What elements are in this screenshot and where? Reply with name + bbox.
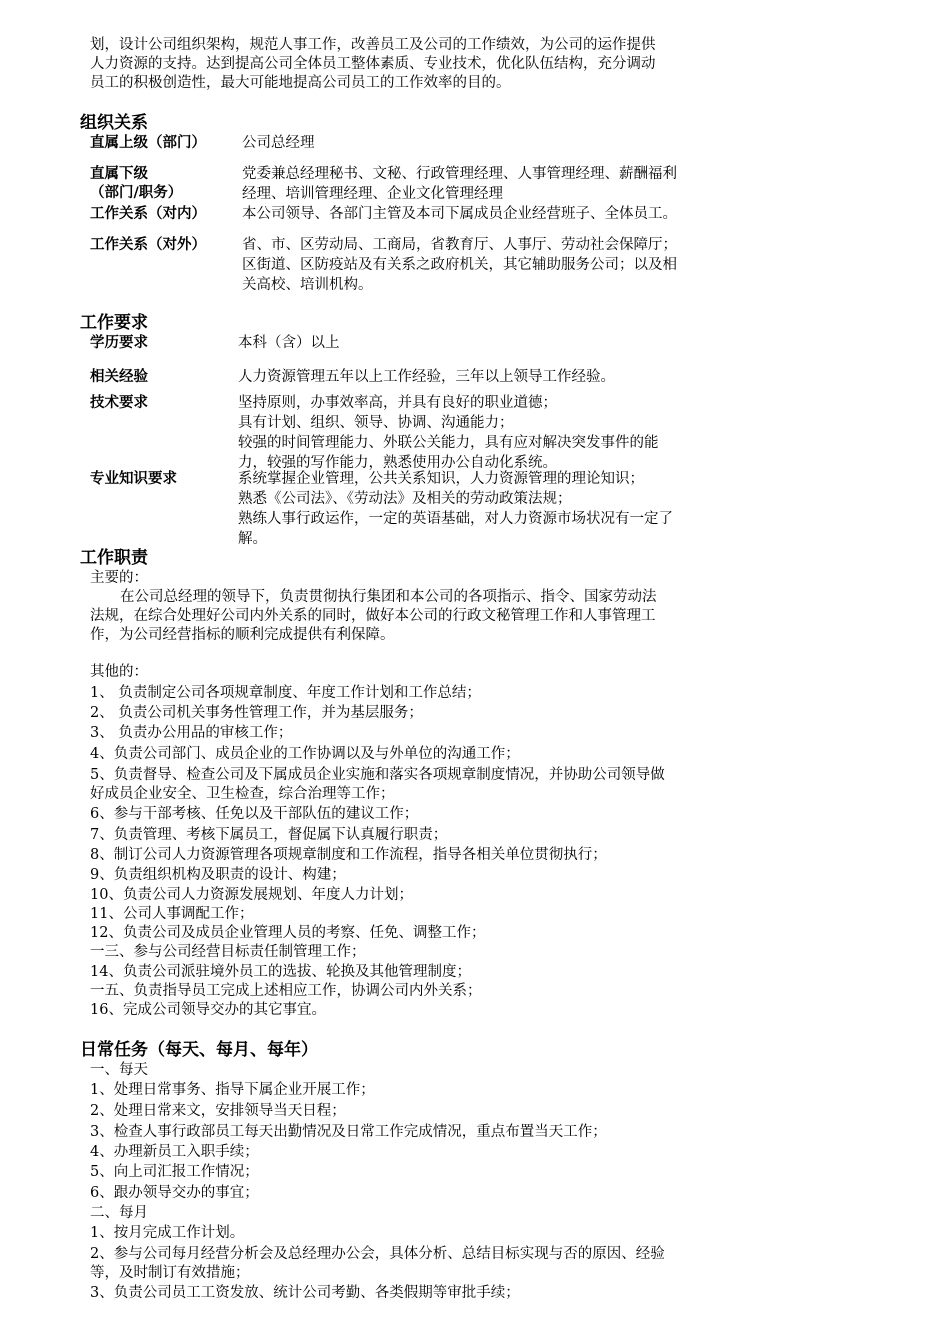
requirements-heading: 工作要求 [80,313,148,333]
duty-item: 8、制订公司人力资源管理各项规章制度和工作流程，指导各相关单位贯彻执行； [90,847,607,863]
duty-item: 9、负责组织机构及职责的设计、构建； [90,867,346,883]
superior-label: 直属上级（部门） [90,135,206,151]
daily-item: 3、检查人事行政部员工每天出勤情况及日常工作完成情况，重点布置当天工作； [90,1124,607,1140]
duty-item: 10、负责公司人力资源发展规划、年度人力计划； [90,887,413,903]
external-value: 省、市、区劳动局、工商局，省教育厅、人事厅、劳动社会保障厅； 区街道、区防疫站及有关系之政府机关，其它辅助服务公司；以及相 关高校、培训机构。 [242,237,677,293]
education-value: 本科（含）以上 [238,335,340,351]
internal-value: 本公司领导、各部门主管及本司下属成员企业经营班子、全体员工。 [242,206,677,222]
duty-item: 7、负责管理、考核下属员工，督促属下认真履行职责； [90,827,448,843]
experience-value: 人力资源管理五年以上工作经验，三年以上领导工作经验。 [238,369,615,385]
intro-line-3: 员工的积极创造性，最大可能地提高公司员工的工作效率的目的。 [90,75,511,91]
org-heading: 组织关系 [80,113,148,133]
experience-label: 相关经验 [90,369,148,385]
duty-item: 12、负责公司及成员企业管理人员的考察、任免、调整工作； [90,925,486,941]
intro-line-1: 划，设计公司组织架构，规范人事工作，改善员工及公司的工作绩效，为公司的运作提供 [90,37,656,53]
superior-value: 公司总经理 [242,135,315,151]
internal-label: 工作关系（对内） [90,206,206,222]
subordinate-value: 党委兼总经理秘书、文秘、行政管理经理、人事管理经理、薪酬福利 经理、培训管理经理、企业文化管理经理 [242,166,677,202]
duty-item: 1、 负责制定公司各项规章制度、年度工作计划和工作总结； [90,685,481,701]
daily-label: 一、每天 [90,1062,148,1078]
subordinate-label-1: 直属下级 [90,166,148,182]
main-duties-line-3: 作，为公司经营指标的顺利完成提供有利保障。 [90,627,395,643]
main-duties-line-1: 在公司总经理的领导下，负责贯彻执行集团和本公司的各项指示、指令、国家劳动法 [120,589,657,605]
daily-item: 5、向上司汇报工作情况； [90,1164,259,1180]
duty-item: 好成员企业安全、卫生检查，综合治理等工作； [90,786,395,802]
duty-item: 5、负责督导、检查公司及下属成员企业实施和落实各项规章制度情况，并协助公司领导做 [90,767,665,783]
routine-heading: 日常任务（每天、每月、每年） [80,1040,318,1060]
main-duties-line-2: 法规，在综合处理好公司内外关系的同时，做好本公司的行政文秘管理工作和人事管理工 [90,608,656,624]
duty-item: 4、负责公司部门、成员企业的工作协调以及与外单位的沟通工作； [90,746,520,762]
daily-item: 4、办理新员工入职手续； [90,1144,259,1160]
education-label: 学历要求 [90,335,148,351]
daily-item: 1、处理日常事务、指导下属企业开展工作； [90,1082,375,1098]
duty-item: 3、 负责办公用品的审核工作； [90,725,293,741]
knowledge-value: 系统掌握企业管理，公共关系知识，人力资源管理的理论知识； 熟悉《公司法》、《劳动法》及相关的劳动政策法规； 熟练人事行政运作，一定的英语基础，对人力资源市场状况有一定了 解。 [238,471,673,547]
duty-item: 一三、参与公司经营目标责任制管理工作； [90,944,366,960]
monthly-item: 1、按月完成工作计划。 [90,1225,245,1241]
duties-heading: 工作职责 [80,548,148,568]
duty-item: 16、完成公司领导交办的其它事宜。 [90,1002,326,1018]
monthly-item: 3、负责公司员工工资发放、统计公司考勤、各类假期等审批手续； [90,1285,520,1301]
intro-line-2: 人力资源的支持。达到提高公司全体员工整体素质、专业技术，优化队伍结构，充分调动 [90,56,656,72]
other-duties-label: 其他的： [90,664,148,680]
daily-item: 2、处理日常来文，安排领导当天日程； [90,1103,346,1119]
monthly-item: 2、参与公司每月经营分析会及总经理办公会，具体分析、总结目标实现与否的原因、经验 [90,1246,665,1262]
duty-item: 2、 负责公司机关事务性管理工作，并为基层服务； [90,705,423,721]
subordinate-label-2: （部门/职务） [90,185,183,201]
skills-value: 坚持原则，办事效率高，并具有良好的职业道德； 具有计划、组织、领导、协调、沟通能力； 较强的时间管理能力、外联公关能力，具有应对解决突发事件的能 力，较强的写作能力，熟悉使用办公自动化系统。 [238,395,659,471]
duty-item: 11、公司人事调配工作； [90,906,254,922]
skills-label: 技术要求 [90,395,148,411]
monthly-item: 等，及时制订有效措施； [90,1265,250,1281]
duty-item: 14、负责公司派驻境外员工的选拔、轮换及其他管理制度； [90,964,471,980]
daily-item: 6、跟办领导交办的事宜； [90,1185,259,1201]
monthly-label: 二、每月 [90,1205,148,1221]
external-label: 工作关系（对外） [90,237,206,253]
duty-item: 6、参与干部考核、任免以及干部队伍的建议工作； [90,806,419,822]
knowledge-label: 专业知识要求 [90,471,177,487]
duty-item: 一五、负责指导员工完成上述相应工作，协调公司内外关系； [90,983,482,999]
main-duties-label: 主要的： [90,570,148,586]
